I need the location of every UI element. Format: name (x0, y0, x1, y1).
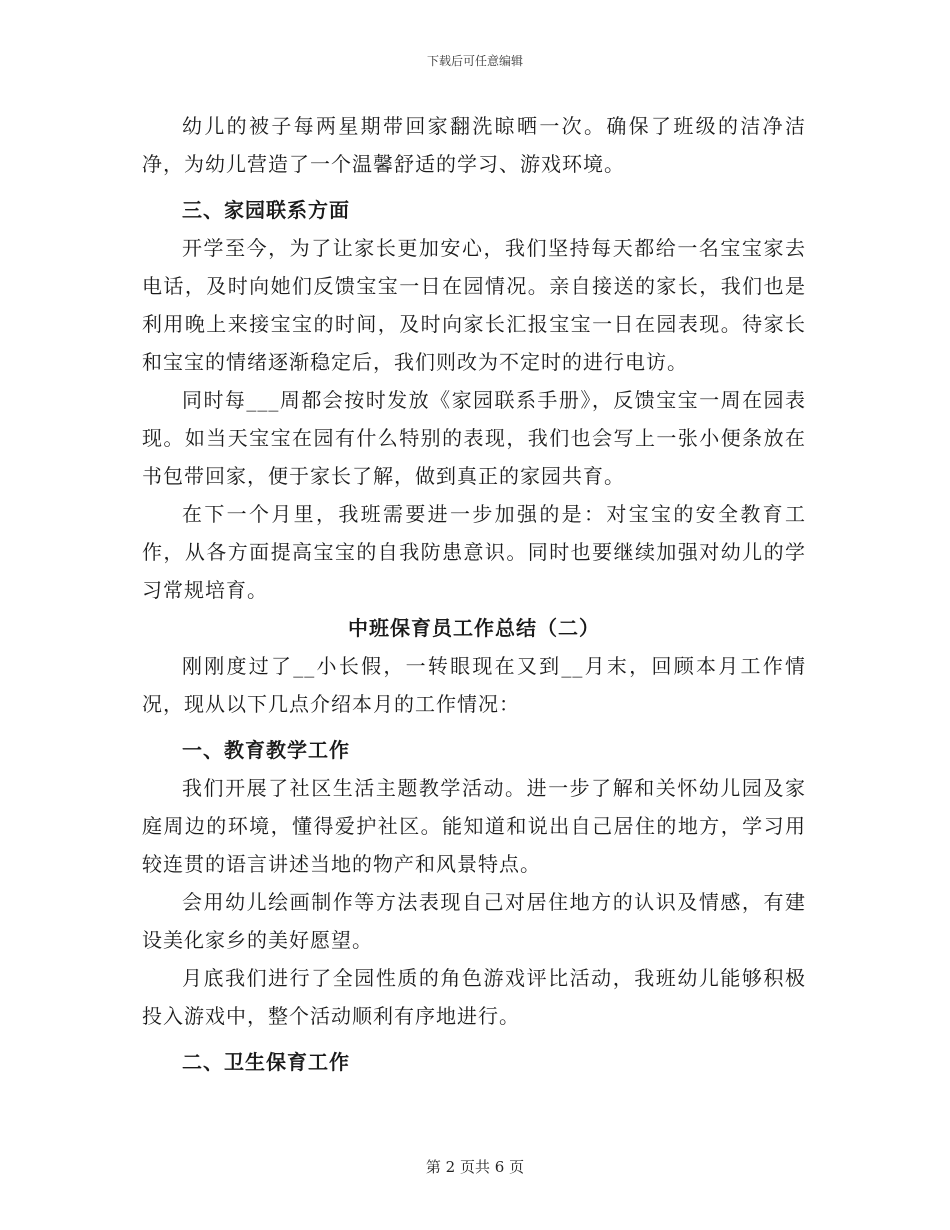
paragraph-drawing: 会用幼儿绘画制作等方法表现自己对居住地方的认识及情感，有建设美化家乡的美好愿望。 (142, 890, 806, 952)
page-number: 第 2 页共 6 页 (425, 1158, 525, 1176)
paragraph-community-theme: 我们开展了社区生活主题教学活动。进一步了解和关怀幼儿园及家庭周边的环境，懂得爱护社区。能知道和说出自己居住的地方，学习用较连贯的语言讲述当地的物产和风景特点。 (142, 776, 806, 876)
paragraph-intro: 刚刚度过了__小长假，一转眼现在又到__月末，回顾本月工作情况，现从以下几点介绍本月的工作情况： (142, 654, 806, 716)
section-heading-hygiene: 二、卫生保育工作 (182, 1050, 350, 1074)
section-heading-teaching: 一、教育教学工作 (182, 738, 350, 762)
document-body (142, 107, 806, 1081)
paragraph-phone-contact: 开学至今，为了让家长更加安心，我们坚持每天都给一名宝宝家去电话，及时向她们反馈宝宝一日在园情况。亲自接送的家长，我们也是利用晚上来接宝宝的时间，及时向家长汇报宝宝一日在园表现。待家长和宝宝的情绪逐渐稳定后，我们则改为不定时的进行电访。 (142, 236, 806, 374)
page-header: 下载后可任意编辑 (426, 54, 523, 68)
paragraph-bedding: 幼儿的被子每两星期带回家翻洗晾晒一次。确保了班级的洁净洁净，为幼儿营造了一个温馨舒适的学习、游戏环境。 (142, 114, 806, 176)
section-heading-home-school: 三、家园联系方面 (182, 198, 350, 222)
document-title-part-two: 中班保育员工作总结（二） (348, 616, 600, 640)
paragraph-role-play: 月底我们进行了全园性质的角色游戏评比活动，我班幼儿能够积极投入游戏中，整个活动顺利有序地进行。 (142, 966, 806, 1028)
paragraph-next-month: 在下一个月里，我班需要进一步加强的是：对宝宝的安全教育工作，从各方面提高宝宝的自我防患意识。同时也要继续加强对幼儿的学习常规培育。 (142, 502, 806, 602)
paragraph-contact-handbook: 同时每___周都会按时发放《家园联系手册》，反馈宝宝一周在园表现。如当天宝宝在园有什么特别的表现，我们也会写上一张小便条放在书包带回家，便于家长了解，做到真正的家园共育。 (142, 388, 806, 488)
